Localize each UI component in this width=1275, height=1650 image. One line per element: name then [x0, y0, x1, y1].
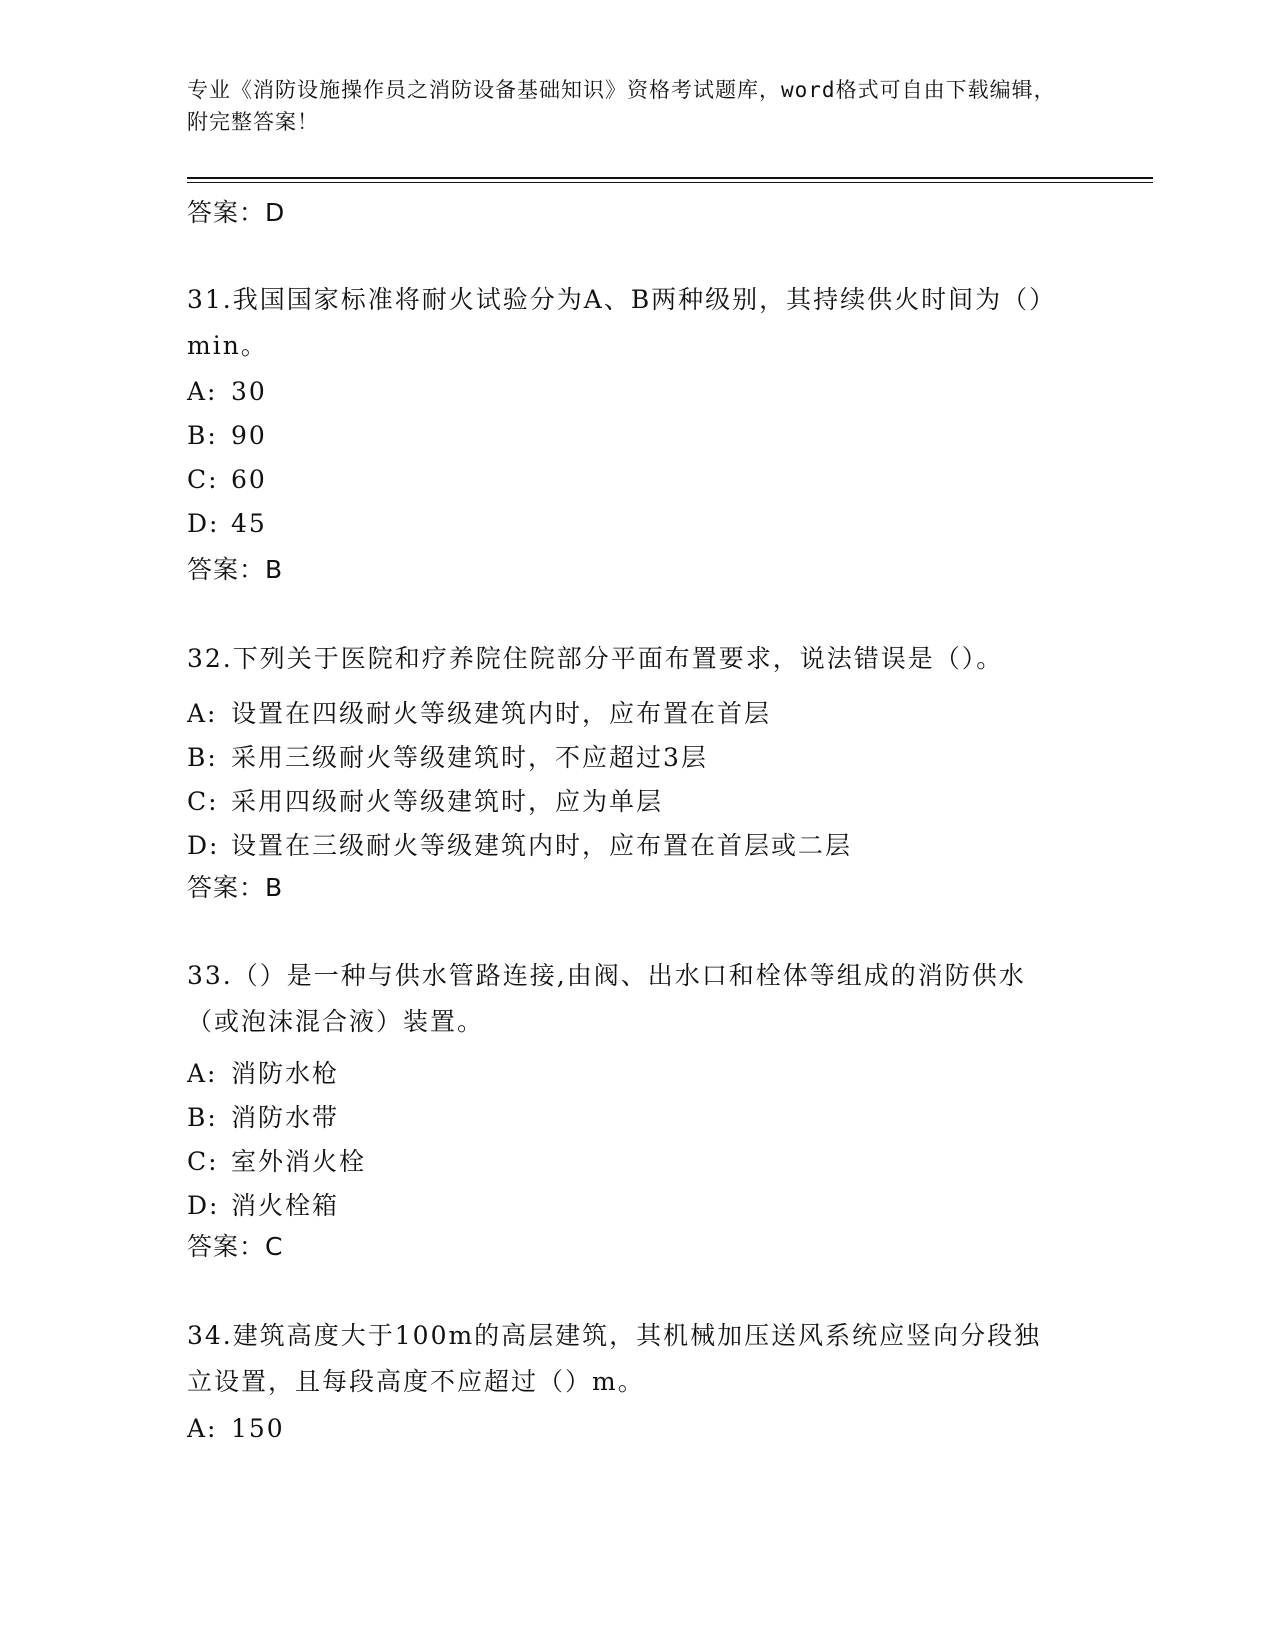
option-letter: C: — [187, 787, 219, 816]
question-32-answer: 答案：B — [187, 873, 284, 902]
option-text: 消火栓箱 — [231, 1191, 340, 1220]
option-letter: A: — [187, 1414, 218, 1443]
option-text: 60 — [231, 465, 267, 494]
question-31-option-d — [187, 509, 267, 538]
option-text: 30 — [231, 377, 267, 406]
question-33-answer: 答案：C — [187, 1232, 284, 1261]
option-text: 90 — [231, 421, 267, 450]
header-divider-thick — [187, 177, 1153, 179]
option-text: 设置在四级耐火等级建筑内时，应布置在首层 — [231, 699, 772, 728]
option-letter: D: — [187, 1191, 220, 1220]
option-text: 150 — [231, 1414, 285, 1443]
option-letter: A: — [187, 377, 218, 406]
document-header: 专业《消防设施操作员之消防设备基础知识》资格考试题库，word格式可自由下载编辑，附完整答案！ — [187, 78, 1056, 134]
option-letter: C: — [187, 1147, 219, 1176]
option-text: 采用三级耐火等级建筑时，不应超过3层 — [231, 743, 708, 772]
option-text: 采用四级耐火等级建筑时，应为单层 — [231, 787, 664, 816]
question-33-option-d — [187, 1186, 339, 1222]
option-text: 室外消火栓 — [231, 1147, 367, 1176]
question-31-option-b — [187, 421, 267, 450]
question-31-answer: 答案：B — [187, 555, 284, 584]
question-33-option-c — [187, 1142, 366, 1178]
option-text: 消防水枪 — [231, 1059, 340, 1088]
question-34-text: 34.建筑高度大于100m的高层建筑，其机械加压送风系统应竖向分段独立设置，且每段高度不应超过（）m。 — [187, 1321, 1042, 1396]
option-letter: B: — [187, 1103, 218, 1132]
option-letter: B: — [187, 421, 218, 450]
option-text: 消防水带 — [231, 1103, 340, 1132]
question-34-option-a — [187, 1414, 285, 1443]
question-33-option-a — [187, 1054, 339, 1090]
option-letter: D: — [187, 509, 220, 538]
question-33-option-b — [187, 1098, 339, 1134]
question-32-option-c — [187, 782, 663, 818]
question-32-option-b — [187, 738, 708, 774]
question-31-text: 31.我国国家标准将耐火试验分为A、B两种级别，其持续供火时间为（）min。 — [187, 285, 1057, 360]
question-32-text: 32.下列关于医院和疗养院住院部分平面布置要求，说法错误是（）。 — [187, 644, 1004, 673]
question-33-text: 33.（）是一种与供水管路连接,由阀、出水口和栓体等组成的消防供水（或泡沫混合液）装置。 — [187, 961, 1026, 1036]
previous-answer: 答案：D — [187, 198, 286, 227]
option-letter: B: — [187, 743, 218, 772]
option-letter: D: — [187, 831, 220, 860]
option-letter: C: — [187, 465, 219, 494]
question-31-option-a — [187, 377, 267, 406]
question-31-option-c — [187, 465, 267, 494]
question-32-option-d — [187, 826, 852, 862]
option-letter: A: — [187, 1059, 218, 1088]
option-text: 设置在三级耐火等级建筑内时，应布置在首层或二层 — [231, 831, 853, 860]
question-32-option-a — [187, 694, 771, 730]
header-divider-thin — [187, 182, 1153, 183]
option-text: 45 — [231, 509, 267, 538]
option-letter: A: — [187, 699, 218, 728]
